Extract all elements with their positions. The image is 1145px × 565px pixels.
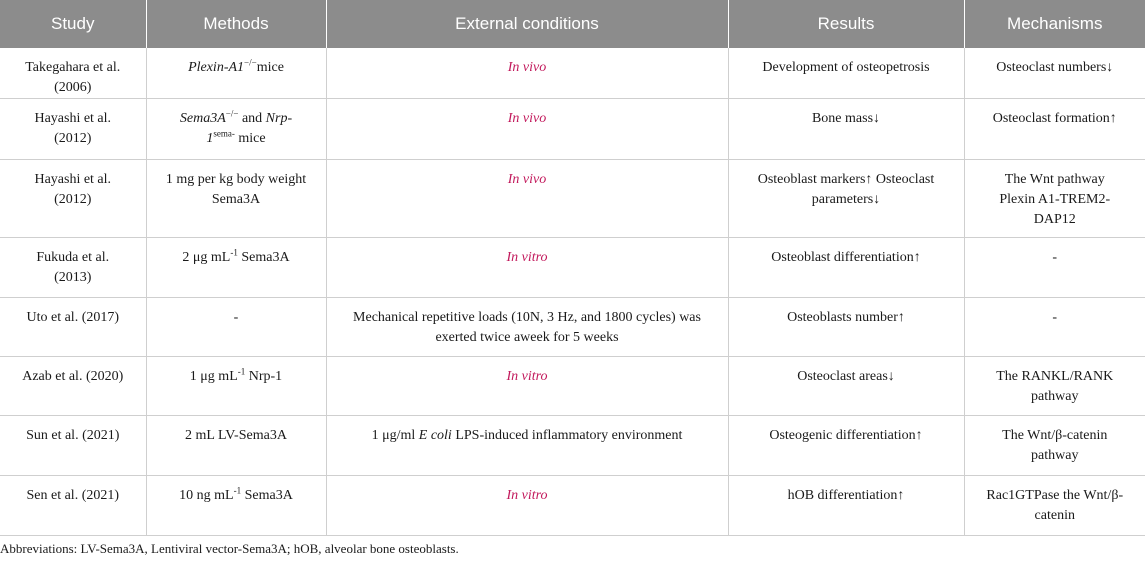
table-row <box>0 48 1145 99</box>
abbreviations-footnote: Abbreviations: LV-Sema3A, Lentiviral vector-Sema3A; hOB, alveolar bone osteoblasts. <box>0 541 459 556</box>
header-study: Study <box>0 0 146 48</box>
study-cell: Uto et al. (2017) <box>0 298 146 357</box>
external-cell: In vivo <box>326 48 728 99</box>
external-cell: 1 μg/ml E coli LPS-induced inflammatory environment <box>326 416 728 476</box>
study-cell: Azab et al. (2020) <box>0 357 146 416</box>
mechanisms-cell: The RANKL/RANK pathway <box>964 357 1145 416</box>
methods-cell: 10 ng $mL^{-1}$ Sema3A <box>146 476 326 536</box>
results-cell: hOB differentiation↑ <box>728 476 964 536</box>
study-cell: Hayashi et al. (2012) <box>0 160 146 238</box>
mechanisms-cell: The Wnt/β-catenin pathway <box>964 416 1145 476</box>
external-cell: Mechanical repetitive loads (10N, 3 Hz, and 1800 cycles) was exerted twice aweek for 5 weeks <box>326 298 728 357</box>
study-cell: Hayashi et al. (2012) <box>0 99 146 160</box>
results-cell: Development of osteopetrosis <box>728 48 964 99</box>
external-cell: In vivo <box>326 160 728 238</box>
methods-cell: 1 μg $mL^{-1}$ Nrp-1 <box>146 357 326 416</box>
methods-cell: 1 mg per kg body weight Sema3A <box>146 160 326 238</box>
table-row <box>0 416 1145 476</box>
external-cell: In vitro <box>326 476 728 536</box>
methods-cell: - <box>146 298 326 357</box>
methods-cell: Sema3A−/− and Nrp- $1^{sema-}$ mice <box>146 99 326 160</box>
mechanisms-cell: Rac1GTPase the Wnt/β- catenin <box>964 476 1145 536</box>
table-row <box>0 298 1145 357</box>
mechanisms-cell: Osteoclast formation↑ <box>964 99 1145 160</box>
methods-cell: 2 mL LV-Sema3A <box>146 416 326 476</box>
external-cell: In vitro <box>326 357 728 416</box>
results-cell: Osteoblast differentiation↑ <box>728 238 964 298</box>
results-cell: Osteoblast markers↑ Osteoclast parameters↓ <box>728 160 964 238</box>
mechanisms-cell: The Wnt pathway Plexin A1-TREM2- DAP12 <box>964 160 1145 238</box>
results-cell: Osteoblasts number↑ <box>728 298 964 357</box>
table-row <box>0 476 1145 536</box>
study-cell: Takegahara et al. (2006) <box>0 48 146 99</box>
mechanisms-cell: - <box>964 298 1145 357</box>
study-cell: Fukuda et al. (2013) <box>0 238 146 298</box>
mechanisms-cell: - <box>964 238 1145 298</box>
table-row <box>0 357 1145 416</box>
methods-cell: 2 μg $mL^{-1}$ Sema3A <box>146 238 326 298</box>
header-mechanisms: Mechanisms <box>964 0 1145 48</box>
table-row <box>0 160 1145 238</box>
table-row <box>0 238 1145 298</box>
table-row <box>0 99 1145 160</box>
external-cell: In vivo <box>326 99 728 160</box>
results-cell: Osteogenic differentiation↑ <box>728 416 964 476</box>
study-cell: Sen et al. (2021) <box>0 476 146 536</box>
results-cell: Bone mass↓ <box>728 99 964 160</box>
results-cell: Osteoclast areas↓ <box>728 357 964 416</box>
study-cell: Sun et al. (2021) <box>0 416 146 476</box>
mechanisms-cell: Osteoclast numbers↓ <box>964 48 1145 99</box>
external-cell: In vitro <box>326 238 728 298</box>
header-external-conditions: External conditions <box>326 0 728 48</box>
header-results: Results <box>728 0 964 48</box>
methods-cell: Plexin-A1−/−mice <box>146 48 326 99</box>
header-row <box>0 0 1145 48</box>
header-methods: Methods <box>146 0 326 48</box>
